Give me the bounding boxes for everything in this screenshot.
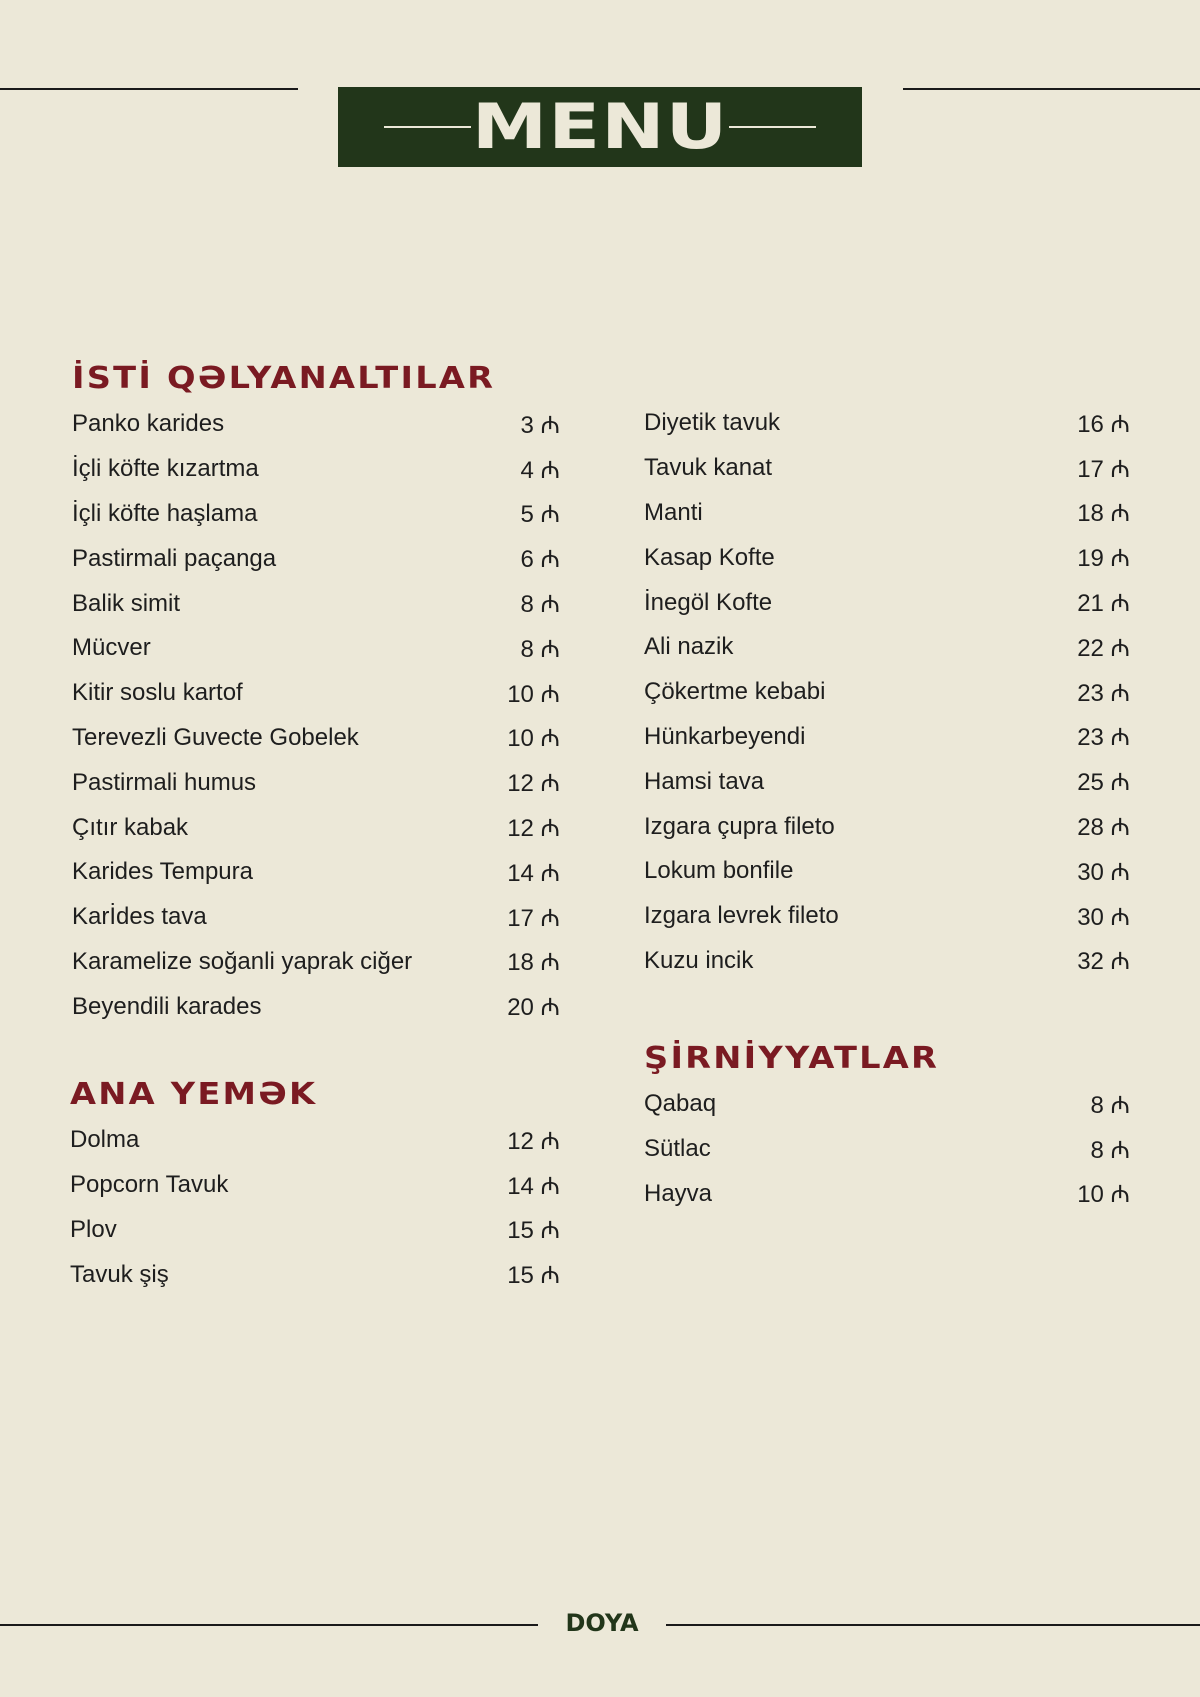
menu-item-price: 20 ₼ (507, 994, 560, 1022)
menu-item-name: Çökertme kebabi (644, 678, 826, 706)
menu-item-price: 8 ₼ (520, 635, 560, 663)
menu-item-price: 17 ₼ (1077, 455, 1130, 483)
menu-item (644, 670, 1130, 715)
menu-item-price: 23 ₼ (1077, 724, 1130, 752)
menu-item-name: Kitir soslu kartof (72, 679, 243, 707)
menu-item (72, 671, 560, 716)
menu-banner (338, 87, 862, 167)
menu-item-price: 12 ₼ (507, 1127, 560, 1155)
menu-item (644, 894, 1130, 939)
menu-item-name: Kuzu incik (644, 946, 754, 974)
menu-item-price: 10 ₼ (507, 725, 560, 753)
menu-item (644, 939, 1130, 984)
menu-item (70, 1208, 560, 1253)
menu-item-name: Karİdes tava (72, 903, 207, 931)
menu-item (72, 492, 560, 537)
menu-item-name: Panko karides (72, 410, 225, 438)
menu-item (644, 804, 1130, 849)
menu-item (72, 716, 560, 761)
menu-item-price: 15 ₼ (507, 1262, 560, 1290)
menu-item-price: 18 ₼ (1077, 500, 1130, 528)
menu-item (72, 447, 560, 492)
desserts-list (644, 1082, 1130, 1216)
menu-item-price: 10 ₼ (1077, 1181, 1130, 1209)
banner-line-right (729, 126, 816, 128)
menu-item-price: 22 ₼ (1077, 634, 1130, 662)
menu-item-price: 23 ₼ (1077, 679, 1130, 707)
menu-item-name: Dolma (70, 1126, 140, 1154)
menu-item-name: İçli köfte haşlama (72, 499, 258, 527)
menu-item-name: Pastirmali humus (72, 768, 257, 796)
menu-item (644, 446, 1130, 491)
menu-item (644, 849, 1130, 894)
menu-item (72, 850, 560, 895)
menu-item-name: Diyetik tavuk (644, 409, 781, 437)
menu-item-name: Tavuk şiş (70, 1260, 169, 1288)
menu-item-name: Plov (70, 1215, 117, 1243)
menu-item (644, 759, 1130, 804)
menu-item (644, 625, 1130, 670)
menu-item-price: 30 ₼ (1077, 858, 1130, 886)
menu-item (72, 895, 560, 940)
menu-item (70, 1118, 560, 1163)
header-rule-left (0, 88, 298, 90)
footer-rule-left (0, 1624, 538, 1626)
menu-item-name: Qabaq (644, 1090, 717, 1118)
menu-item-name: Kasap Kofte (644, 543, 775, 571)
menu-item-price: 25 ₼ (1077, 769, 1130, 797)
menu-item-price: 6 ₼ (520, 546, 560, 574)
banner-line-left (384, 126, 471, 128)
menu-item-price: 10 ₼ (507, 680, 560, 708)
menu-item-name: Tavuk kanat (644, 454, 773, 482)
menu-item-price: 16 ₼ (1077, 410, 1130, 438)
main-course-list (70, 1118, 560, 1297)
menu-item (70, 1163, 560, 1208)
menu-item (644, 1172, 1130, 1217)
menu-item-name: Izgara levrek fileto (644, 902, 839, 930)
menu-item-name: Hünkarbeyendi (644, 722, 806, 750)
menu-item (644, 401, 1130, 446)
menu-item-price: 18 ₼ (507, 949, 560, 977)
menu-item (72, 984, 560, 1029)
menu-item-price: 12 ₼ (507, 815, 560, 843)
menu-item-price: 30 ₼ (1077, 903, 1130, 931)
menu-item (644, 491, 1130, 536)
menu-item (72, 805, 560, 850)
menu-item-name: Karamelize soğanli yaprak ciğer (72, 947, 413, 975)
menu-item-price: 8 ₼ (1090, 1136, 1130, 1164)
menu-item-price: 32 ₼ (1077, 948, 1130, 976)
menu-item-name: Popcorn Tavuk (70, 1171, 229, 1199)
menu-item-price: 8 ₼ (1090, 1091, 1130, 1119)
menu-item-name: Izgara çupra fileto (644, 812, 835, 840)
menu-item-price: 4 ₼ (520, 456, 560, 484)
menu-item-name: Mücver (72, 634, 151, 662)
menu-item (644, 715, 1130, 760)
menu-item-price: 19 ₼ (1077, 545, 1130, 573)
header-rule-right (903, 88, 1200, 90)
menu-item (72, 940, 560, 985)
menu-item-price: 14 ₼ (507, 859, 560, 887)
menu-item (72, 402, 560, 447)
menu-item (72, 581, 560, 626)
menu-item (72, 760, 560, 805)
footer-rule-right (666, 1624, 1200, 1626)
menu-item-price: 21 ₼ (1077, 590, 1130, 618)
menu-item (72, 626, 560, 671)
menu-item-name: İçli köfte kızartma (72, 455, 259, 483)
menu-item-name: Hamsi tava (644, 767, 765, 795)
menu-item-price: 28 ₼ (1077, 814, 1130, 842)
menu-title: MENU (471, 90, 729, 163)
menu-item-name: Çıtır kabak (72, 813, 189, 841)
main-course-continued-list (644, 401, 1130, 983)
menu-item-price: 15 ₼ (507, 1217, 560, 1245)
menu-item-name: Balik simit (72, 589, 181, 617)
menu-item-price: 12 ₼ (507, 770, 560, 798)
menu-item (644, 535, 1130, 580)
menu-item-name: İnegöl Kofte (644, 588, 773, 616)
menu-item-name: Hayva (644, 1179, 713, 1207)
menu-item (70, 1252, 560, 1297)
menu-item-price: 17 ₼ (507, 904, 560, 932)
menu-item-name: Ali nazik (644, 633, 734, 661)
menu-item (644, 1127, 1130, 1172)
menu-item (644, 1082, 1130, 1127)
menu-item-price: 14 ₼ (507, 1172, 560, 1200)
section-title-hot-appetizers: İSTİ QƏLYANALTILAR (72, 361, 496, 396)
hot-appetizers-list (72, 402, 560, 1029)
brand-logo: DOYA (565, 1609, 639, 1637)
menu-item-name: Karides Tempura (72, 858, 253, 886)
menu-item-name: Pastirmali paçanga (72, 544, 277, 572)
menu-item-name: Lokum bonfile (644, 857, 794, 885)
menu-item-name: Beyendili karades (72, 992, 262, 1020)
menu-item-name: Terevezli Guvecte Gobelek (72, 723, 359, 751)
section-title-desserts: ŞİRNİYYATLAR (644, 1041, 940, 1076)
menu-item (644, 580, 1130, 625)
menu-item-name: Sütlac (644, 1135, 711, 1163)
section-title-main-course: ANA YEMƏK (70, 1077, 318, 1112)
menu-item-price: 5 ₼ (520, 501, 560, 529)
menu-item-price: 8 ₼ (520, 591, 560, 619)
menu-item-name: Manti (644, 498, 703, 526)
menu-item (72, 536, 560, 581)
menu-item-price: 3 ₼ (520, 411, 560, 439)
